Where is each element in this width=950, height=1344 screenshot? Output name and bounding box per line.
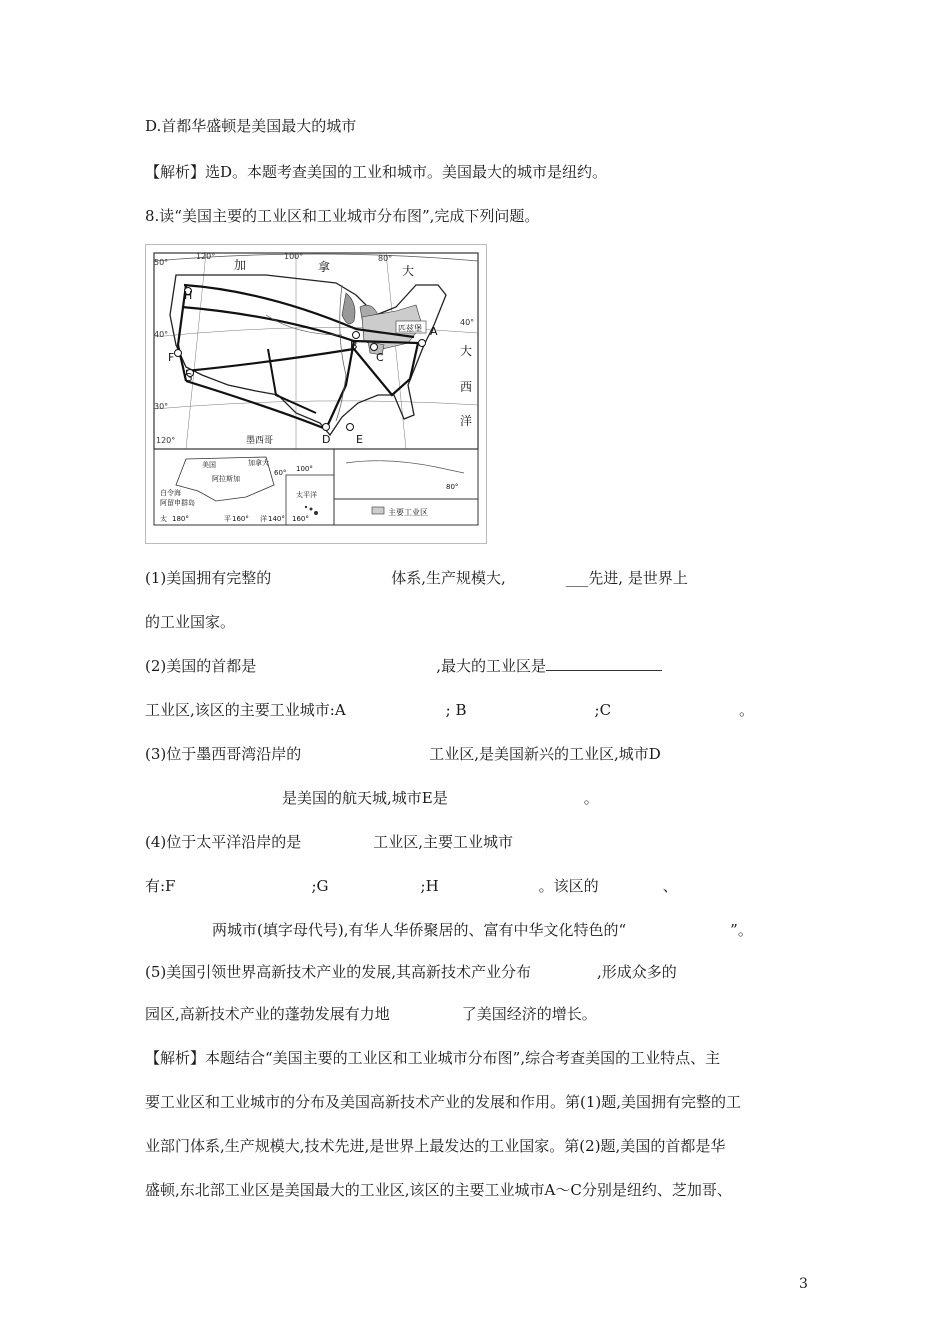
q1-text-a: (1)美国拥有完整的 [145,569,272,587]
pittsburgh-label: 匹兹堡 [398,324,422,333]
pacific-inset-char-1: 太 [160,515,167,523]
q5-line1 [145,962,677,982]
page-number: 3 [799,1276,808,1292]
option-d: D.首都华盛顿是美国最大的城市 [145,117,357,135]
analysis-line-3: 业部门体系,生产规模大,技术先进,是世界上最发达的工业国家。第(2)题,美国的首都是华 [145,1137,726,1155]
q4-text-a: (4)位于太平洋沿岸的是 [145,833,302,851]
q4-text-f: 。该区的 [538,877,599,895]
q2-blank-region[interactable] [546,656,662,671]
analysis-line-2: 要工业区和工业城市的分布及美国高新技术产业的发展和作用。第(1)题,美国拥有完整的工 [145,1093,742,1111]
lon-120-bottom-label: 120° [156,436,176,445]
lon-80-label: 80° [378,254,393,263]
q4-line1 [145,832,513,852]
analysis-line-4: 盛顿,东北部工业区是美国最大的工业区,该区的主要工业城市A～C分别是纽约、芝加哥、 [145,1181,732,1199]
atlantic-char-3: 洋 [460,414,473,428]
atlantic-char-2: 西 [460,380,473,394]
q1-line1 [145,568,688,588]
alaska-label: 阿拉斯加 [212,475,240,483]
lat-30-label: 30° [154,402,169,411]
lat-60-label: 60° [274,469,287,477]
q4-line2 [145,876,678,896]
q1-text-c: ___先进, 是世界上 [565,569,688,587]
lon-80-inset-label: 80° [446,483,459,491]
q4-text-h: 两城市(填字母代号),有华人华侨聚居的、富有中华文化特色的“ [212,921,627,939]
lat-50-label: 50° [154,258,169,267]
q5-text-a: (5)美国引领世界高新技术产业的发展,其高新技术产业分布 [145,963,532,981]
city-e-label: E [356,433,363,446]
lon-120-label: 120° [196,252,216,261]
q5-text-c: 园区,高新技术产业的蓬勃发展有力地 [145,1005,390,1023]
city-h-label: H [184,289,193,302]
q4-text-i: ”。 [730,921,753,939]
lon-160-inset-label: 160° [292,515,309,523]
lat-40-right-label: 40° [460,318,475,327]
analysis-7: 【解析】选D。本题考查美国的工业和城市。美国最大的城市是纽约。 [145,163,608,181]
q3-line2 [282,788,599,808]
city-d-label: D [322,433,331,446]
pacific-label: 太平洋 [296,491,317,499]
q4-text-b: 工业区,主要工业城市 [373,833,514,851]
lon-180-label: 180° [172,515,189,523]
pacific-inset-char-3: 洋 [260,515,267,523]
canada-char-2: 拿 [318,260,331,274]
q2-text-e: ;C [594,701,612,719]
q2-text-f: 。 [739,701,755,719]
lat-40-label: 40° [154,330,169,339]
pacific-inset-char-2: 平 [224,515,231,523]
q3-text-a: (3)位于墨西哥湾沿岸的 [145,745,302,763]
q2-text-d: ; B [445,701,467,719]
mexico-label: 墨西哥 [246,436,274,446]
legend-industrial-label: 主要工业区 [388,508,428,517]
city-a-label: A [430,325,438,338]
q4-text-g: 、 [662,877,678,895]
q2-text-c: 工业区,该区的主要工业城市:A [145,701,346,719]
q1-line2: 的工业国家。 [145,613,236,631]
canada-char-1: 加 [234,258,247,272]
lon-160-label: 160° [232,515,249,523]
q4-text-c: 有:F [145,877,176,895]
q3-text-d: 。 [583,789,599,807]
atlantic-char-1: 大 [460,344,473,358]
us-industry-map [145,244,487,544]
lon-140-label: 140° [268,515,285,523]
analysis-line-1: 【解析】本题结合“美国主要的工业区和工业城市分布图”,综合考查美国的工业特点、主 [145,1049,721,1067]
q4-text-e: ;H [420,877,439,895]
bering-sea-label: 白令海 [160,489,181,497]
q5-text-b: ,形成众多的 [597,963,677,981]
canada-char-3: 大 [402,264,415,278]
us-inset-label: 美国 [202,461,216,469]
q1-text-b: 体系,生产规模大, [391,569,506,587]
q3-text-b: 工业区,是美国新兴的工业区,城市D [429,745,661,763]
lon-100-label: 100° [284,252,304,261]
city-c-label: C [376,351,384,364]
q2-text-b: ,最大的工业区是 [436,657,547,675]
q3-text-c: 是美国的航天城,城市E是 [282,789,448,807]
city-b-label: B [350,339,358,352]
q2-line1 [145,656,662,676]
q4-line3 [212,920,753,940]
canada-inset-label: 加拿大 [248,459,269,467]
q5-text-d: 了美国经济的增长。 [461,1005,597,1023]
city-f-label: F [168,351,175,364]
question-8-stem: 8.读“美国主要的工业区和工业城市分布图”,完成下列问题。 [145,207,540,225]
city-g-label: G [184,371,193,384]
q2-line2 [145,700,754,720]
q5-line2 [145,1004,597,1024]
lon-100-inset-label: 100° [296,465,313,473]
q2-text-a: (2)美国的首都是 [145,657,257,675]
q3-line1 [145,744,661,764]
q4-text-d: ;G [311,877,329,895]
aleutian-label: 阿留申群岛 [160,499,195,507]
